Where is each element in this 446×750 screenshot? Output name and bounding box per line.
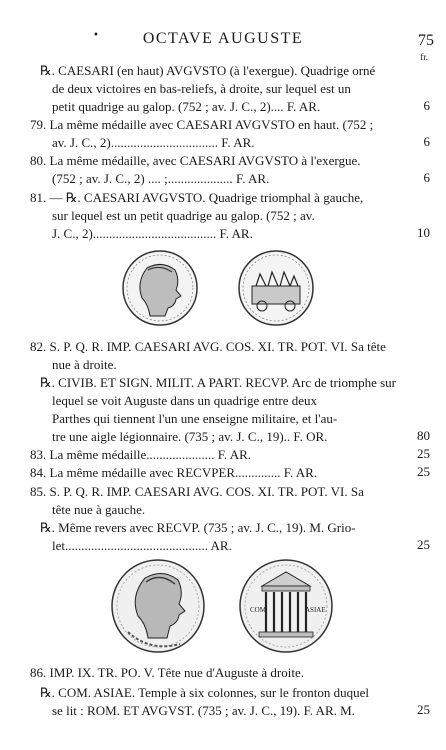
currency-label: fr. <box>420 52 428 62</box>
catalog-entry <box>30 338 393 374</box>
entry-line: ℞. CIVIB. ET SIGN. MILIT. A PART. RECVP. Arc de triomphe sur <box>40 375 396 390</box>
coin-illustration-pair <box>0 556 446 658</box>
entry-line: J. C., 2)...................................... F. AR. <box>52 226 253 241</box>
entry-line: Parthes qui tiennent l'un une enseigne militaire, et l'au- <box>52 411 338 426</box>
entry-line: ℞. CAESARI (en haut) AVGVSTO (à l'exergue). Quadrige orné <box>40 63 376 78</box>
coin-obverse-image <box>123 251 197 325</box>
page-number: 75 <box>418 32 434 49</box>
price-value: 6 <box>423 170 430 185</box>
entry-line: 85. S. P. Q. R. IMP. CAESARI AVG. COS. XI. TR. POT. VI. Sa <box>30 484 364 499</box>
entry-line: sur lequel est un petit quadrige au galop. (752 ; av. <box>52 208 315 223</box>
coin-inscription-left: COM <box>250 606 266 614</box>
coin-reverse-image <box>240 560 332 652</box>
price-value: 80 <box>417 428 430 443</box>
page-title: OCTAVE AUGUSTE <box>142 30 304 47</box>
price-value: 25 <box>417 446 430 461</box>
coin-illustration-pair <box>0 248 446 330</box>
entry-line: tête nue à gauche. <box>52 502 146 517</box>
catalog-entry <box>30 62 393 116</box>
catalog-entry <box>30 684 393 720</box>
entry-line: 81. — ℞. CAESARI AVGVSTO. Quadrige triomphal à gauche, <box>30 190 364 205</box>
price-value: 25 <box>417 464 430 479</box>
entry-line: 84. La même médaille avec RECVPER.............. F. AR. <box>30 465 318 480</box>
entry-line: ℞. Même revers avec RECVP. (735 ; av. J. C., 19). M. Grio- <box>40 520 356 535</box>
price-value: 6 <box>423 134 430 149</box>
entry-line: nue à droite. <box>52 357 117 372</box>
price-value: 25 <box>417 702 430 717</box>
header-dot: • <box>93 30 99 41</box>
catalog-entry <box>30 152 393 188</box>
price-value: 6 <box>423 98 430 113</box>
catalog-entry <box>30 664 393 682</box>
catalog-entry <box>30 116 393 152</box>
catalog-entry <box>30 483 393 519</box>
entry-line: 86. IMP. IX. TR. PO. V. Tête nue d'Auguste à droite. <box>30 665 305 680</box>
entry-line: ℞. COM. ASIAE. Temple à six colonnes, sur le fronton duquel <box>40 685 369 700</box>
catalog-entry <box>30 189 393 243</box>
entry-line: av. J. C., 2)................................. F. AR. <box>52 135 255 150</box>
catalog-entry <box>30 519 393 555</box>
catalog-entry <box>30 464 393 482</box>
entry-line: (752 ; av. J. C., 2) .... ;.................... F. AR. <box>52 171 270 186</box>
entry-line: petit quadrige au galop. (752 ; av. J. C., 2).... F. AR. <box>52 99 321 114</box>
coin-obverse-image <box>112 560 204 652</box>
entry-line: se lit : ROM. ET AVGVST. (735 ; av. J. C., 19). F. AR. M. <box>52 703 355 718</box>
entry-line: de deux victoires en bas-reliefs, à droite, sur lequel est un <box>52 81 351 96</box>
catalog-entry <box>30 374 396 446</box>
entry-line: 80. La même médaille, avec CAESARI AVGVSTO à l'exergue. <box>30 153 361 168</box>
coin-reverse-image <box>239 251 313 325</box>
entry-line: tre une aigle légionnaire. (735 ; av. J. C., 19).. F. OR. <box>52 429 328 444</box>
entry-line: 79. La même médaille avec CAESARI AVGVSTO en haut. (752 ; <box>30 117 374 132</box>
catalog-entry <box>30 446 393 464</box>
entry-line: lequel se voit Auguste dans un quadrige entre deux <box>52 393 317 408</box>
price-value: 10 <box>417 225 430 240</box>
price-value: 25 <box>417 537 430 552</box>
entry-line: 83. La même médaille..................... F. AR. <box>30 447 252 462</box>
coin-inscription-right: ASIAE <box>305 606 326 614</box>
entry-line: 82. S. P. Q. R. IMP. CAESARI AVG. COS. XI. TR. POT. VI. Sa tête <box>30 339 386 354</box>
entry-line: let............................................ AR. <box>52 538 232 553</box>
